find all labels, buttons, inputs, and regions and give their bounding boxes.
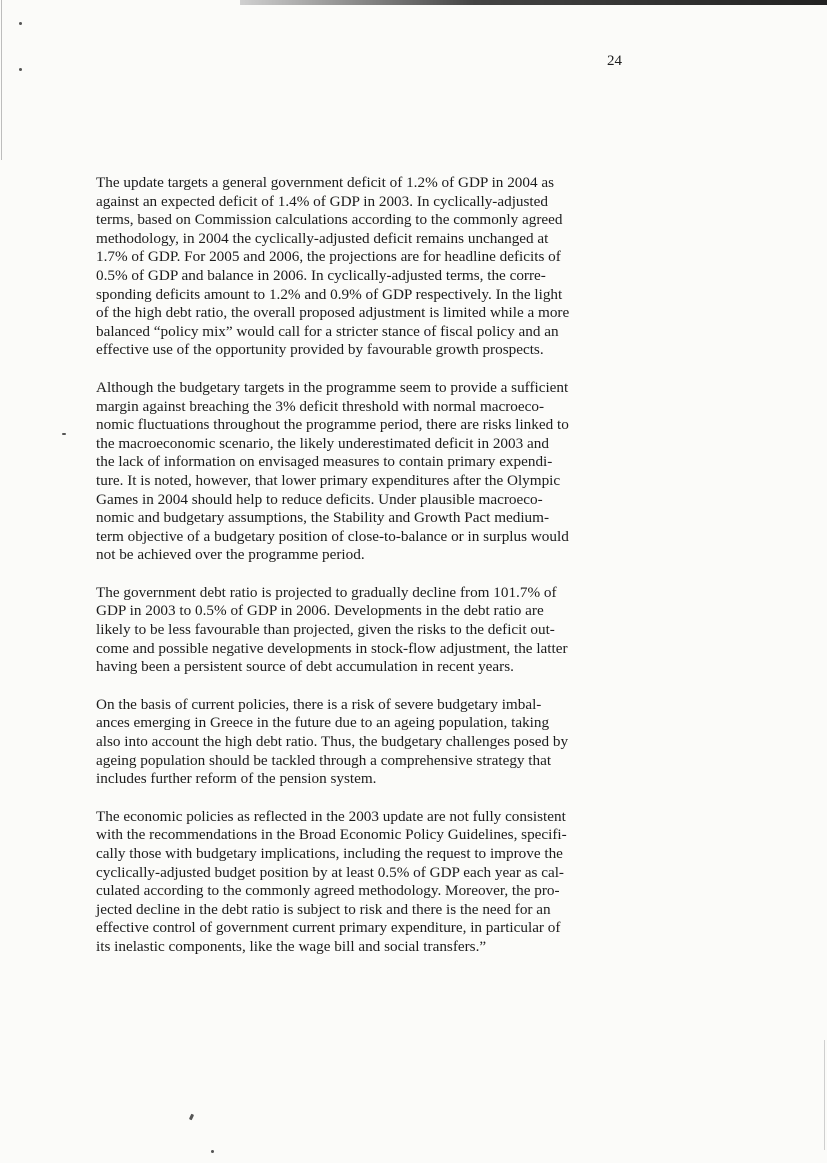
text-line: not be achieved over the programme period.	[96, 546, 365, 564]
text-line: term objective of a budgetary position of close-to-balance or in surplus would	[96, 527, 569, 545]
scan-speck	[62, 433, 66, 435]
body-text	[96, 174, 618, 976]
text-line: The economic policies as reflected in the 2003 update are not fully consistent	[96, 807, 566, 825]
paragraph	[96, 808, 618, 957]
text-line: ageing population should be tackled through a comprehensive strategy that	[96, 751, 552, 769]
text-line: Although the budgetary targets in the programme seem to provide a sufficient	[96, 378, 569, 396]
text-line: GDP in 2003 to 0.5% of GDP in 2006. Developments in the debt ratio are	[96, 602, 544, 620]
text-line: The update targets a general government deficit of 1.2% of GDP in 2004 as	[96, 174, 555, 191]
text-line: nomic and budgetary assumptions, the Stability and Growth Pact medium-	[96, 509, 550, 527]
text-line: includes further reform of the pension system.	[96, 770, 377, 788]
text-line: balanced “policy mix” would call for a stricter stance of fiscal policy and an	[96, 322, 559, 340]
text-line: come and possible negative developments in stock-flow adjustment, the latter	[96, 639, 568, 657]
scan-top-edge	[240, 0, 827, 5]
scan-left-edge	[1, 0, 2, 160]
text-line: ances emerging in Greece in the future due to an ageing population, taking	[96, 714, 550, 732]
text-line: cally those with budgetary implications, including the request to improve the	[96, 845, 563, 862]
text-line: the macroeconomic scenario, the likely underestimated deficit in 2003 and	[96, 434, 549, 452]
text-line: effective control of government current primary expenditure, in particular of	[96, 919, 561, 937]
text-line: 0.5% of GDP and balance in 2006. In cyclically-adjusted terms, the corre-	[96, 266, 546, 284]
text-line: methodology, in 2004 the cyclically-adjusted deficit remains unchanged at	[96, 229, 549, 247]
text-line: sponding deficits amount to 1.2% and 0.9% of GDP respectively. In the light	[96, 285, 563, 303]
scan-right-edge	[824, 1040, 825, 1150]
scan-speck	[19, 68, 22, 71]
text-line: nomic fluctuations throughout the programme period, there are risks linked to	[96, 416, 569, 434]
text-line: cyclically-adjusted budget position by at least 0.5% of GDP each year as cal-	[96, 863, 564, 881]
text-line: its inelastic components, like the wage bill and social transfers.”	[96, 937, 487, 955]
paragraph	[96, 584, 618, 677]
text-line: On the basis of current policies, there is a risk of severe budgetary imbal-	[96, 695, 542, 713]
scan-speck	[211, 1150, 214, 1153]
text-line: also into account the high debt ratio. Thus, the budgetary challenges posed by	[96, 733, 569, 751]
text-line: The government debt ratio is projected to gradually decline from 101.7% of	[96, 583, 557, 601]
text-line: terms, based on Commission calculations according to the commonly agreed	[96, 211, 563, 229]
text-line: of the high debt ratio, the overall proposed adjustment is limited while a more	[96, 304, 570, 322]
text-line: effective use of the opportunity provided by favourable growth prospects.	[96, 341, 544, 359]
text-line: ture. It is noted, however, that lower primary expenditures after the Olympic	[96, 471, 561, 489]
text-line: having been a persistent source of debt accumulation in recent years.	[96, 658, 514, 676]
text-line: the lack of information on envisaged measures to contain primary expendi-	[96, 453, 553, 471]
scan-speck	[19, 22, 22, 25]
page-number: 24	[607, 53, 622, 69]
text-line: Games in 2004 should help to reduce deficits. Under plausible macroeco-	[96, 490, 543, 508]
text-line: likely to be less favourable than projected, given the risks to the deficit out-	[96, 621, 555, 639]
paragraph	[96, 174, 618, 360]
scan-speck	[189, 1114, 194, 1121]
text-line: culated according to the commonly agreed methodology. Moreover, the pro-	[96, 882, 560, 900]
paragraph	[96, 379, 618, 565]
text-line: jected decline in the debt ratio is subject to risk and there is the need for an	[96, 900, 551, 918]
text-line: with the recommendations in the Broad Economic Policy Guidelines, specifi-	[96, 826, 567, 844]
text-line: against an expected deficit of 1.4% of GDP in 2003. In cyclically-adjusted	[96, 192, 548, 210]
paragraph	[96, 696, 618, 789]
text-line: 1.7% of GDP. For 2005 and 2006, the projections are for headline deficits of	[96, 248, 561, 266]
text-line: margin against breaching the 3% deficit threshold with normal macroeco-	[96, 397, 545, 415]
